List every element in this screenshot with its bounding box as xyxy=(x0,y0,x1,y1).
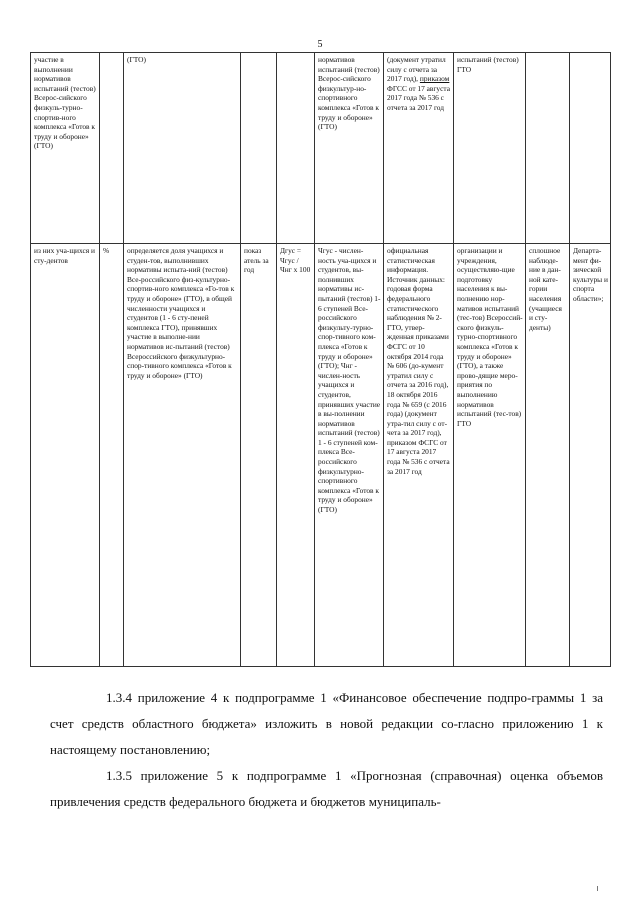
responsible-cell: организации и учреждения, осуществляю-щие подготовку населения к вы-полнению нор-мативов испытаний (тес-тов) Всероссий-ского физкуль-турно-спортивного комплекса «Готов к труду и обороне» (ГТО), а также прово-дящие меро-приятия по выполнению нормативов испытаний (тес-тов) ГТО xyxy=(454,244,526,667)
data-source-text-end: ФГСС от 17 августа 2017 года № 536 с отчета за 2017 год xyxy=(387,83,451,112)
definition-cell: определяется доля учащихся и студен-тов, выполнивших нормативы испыта-ний (тестов) Все-российского физ-культурно-спортив-ного комплекса «Го-тов к труду и обороне» (ГТО), в общей численности учащихся и студентов (1 - 6 сту-пеней комплекса ГТО), принявших участие в выполне-нии нормативов ис-пытаний (тестов) Всероссийского физкультурно-спор-тивного комплекса «Готов к труду и обороне» (ГТО) xyxy=(124,244,241,667)
indicator-table xyxy=(30,52,611,667)
department-cell: Департа-мент фи-зической культуры и спорта области»; xyxy=(570,244,611,667)
formula-cell: Дгус = Чгус / Чнг х 100 xyxy=(277,244,315,667)
unit-cell xyxy=(100,53,124,244)
paragraph-1-3-5: 1.3.5 приложение 5 к подпрограмме 1 «Прогнозная (справочная) оценка объемов привлечения средств федерального бюджета и бюджетов муниципаль- xyxy=(50,768,603,809)
table-row xyxy=(31,244,611,667)
paragraph-1-3-4: 1.3.4 приложение 4 к подпрограмме 1 «Финансовое обеспечение подпро-граммы 1 за счет средств областного бюджета» изложить в новой редакции со-гласно приложению 1 к настоящему постановлению; xyxy=(50,690,603,757)
formula-cell xyxy=(277,53,315,244)
data-source-cell xyxy=(384,53,454,244)
table-row xyxy=(31,53,611,244)
periodicity-cell: показ атель за год xyxy=(241,244,277,667)
definition-cell: (ГТО) xyxy=(124,53,241,244)
data-source-text: (документ утратил силу с отчета за 2017 год), xyxy=(387,55,446,84)
unit-cell: % xyxy=(100,244,124,667)
data-source-cell: официальная статистическая информация. Источник данных: годовая форма федерального статистического наблюдения № 2-ГТО, утвер-жденная приказами ФСГС от 10 октября 2014 года № 606 (до-кумент утратил силу с отчета за 2016 год), 18 октября 2016 года № 659 (с 2016 года) (документ утра-тил силу с от-чета за 2017 год), приказом ФСГС от 17 августа 2017 года № 536 с отчета за 2017 год xyxy=(384,244,454,667)
scan-mark xyxy=(597,886,598,891)
basic-indicators-cell: Чгус - числен-ность уча-щихся и студентов, вы-полнивших нормативы ис-пытаний (тестов) 1-6 ступеней Все-российского физкульту-турно-спор-тивного ком-плекса «Готов к труду и обороне» (ГТО); Чнг - числен-ность учащихся и студентов, принявших участие в вы-полнении нормативов испытаний (тестов) 1 - 6 ступеней ком-плекса Все-российского физкультурно-спортивного комплекса «Готов к труду и обороне» (ГТО) xyxy=(315,244,384,667)
observation-method-cell xyxy=(526,53,570,244)
responsible-cell: испытаний (тестов) ГТО xyxy=(454,53,526,244)
observation-method-cell: сплошное наблюде-ние в дан-ной кате-гории населения (учащиеся и сту-денты) xyxy=(526,244,570,667)
indicator-name-cell: участие в выполнении нормативов испытаний (тестов) Всерос-сийского физкуль-турно-спортив-ного комплекса «Готов к труду и обороне» (ГТО) xyxy=(31,53,100,244)
page-number: 5 xyxy=(317,39,323,50)
order-link[interactable]: приказом xyxy=(419,74,450,84)
indicator-name-cell: из них уча-щихся и сту-дентов xyxy=(31,244,100,667)
periodicity-cell xyxy=(241,53,277,244)
department-cell xyxy=(570,53,611,244)
basic-indicators-cell: нормативов испытаний (тестов) Всерос-сийского физкультур-но-спортивного комплекса «Готов к труду и обороне» (ГТО) xyxy=(315,53,384,244)
